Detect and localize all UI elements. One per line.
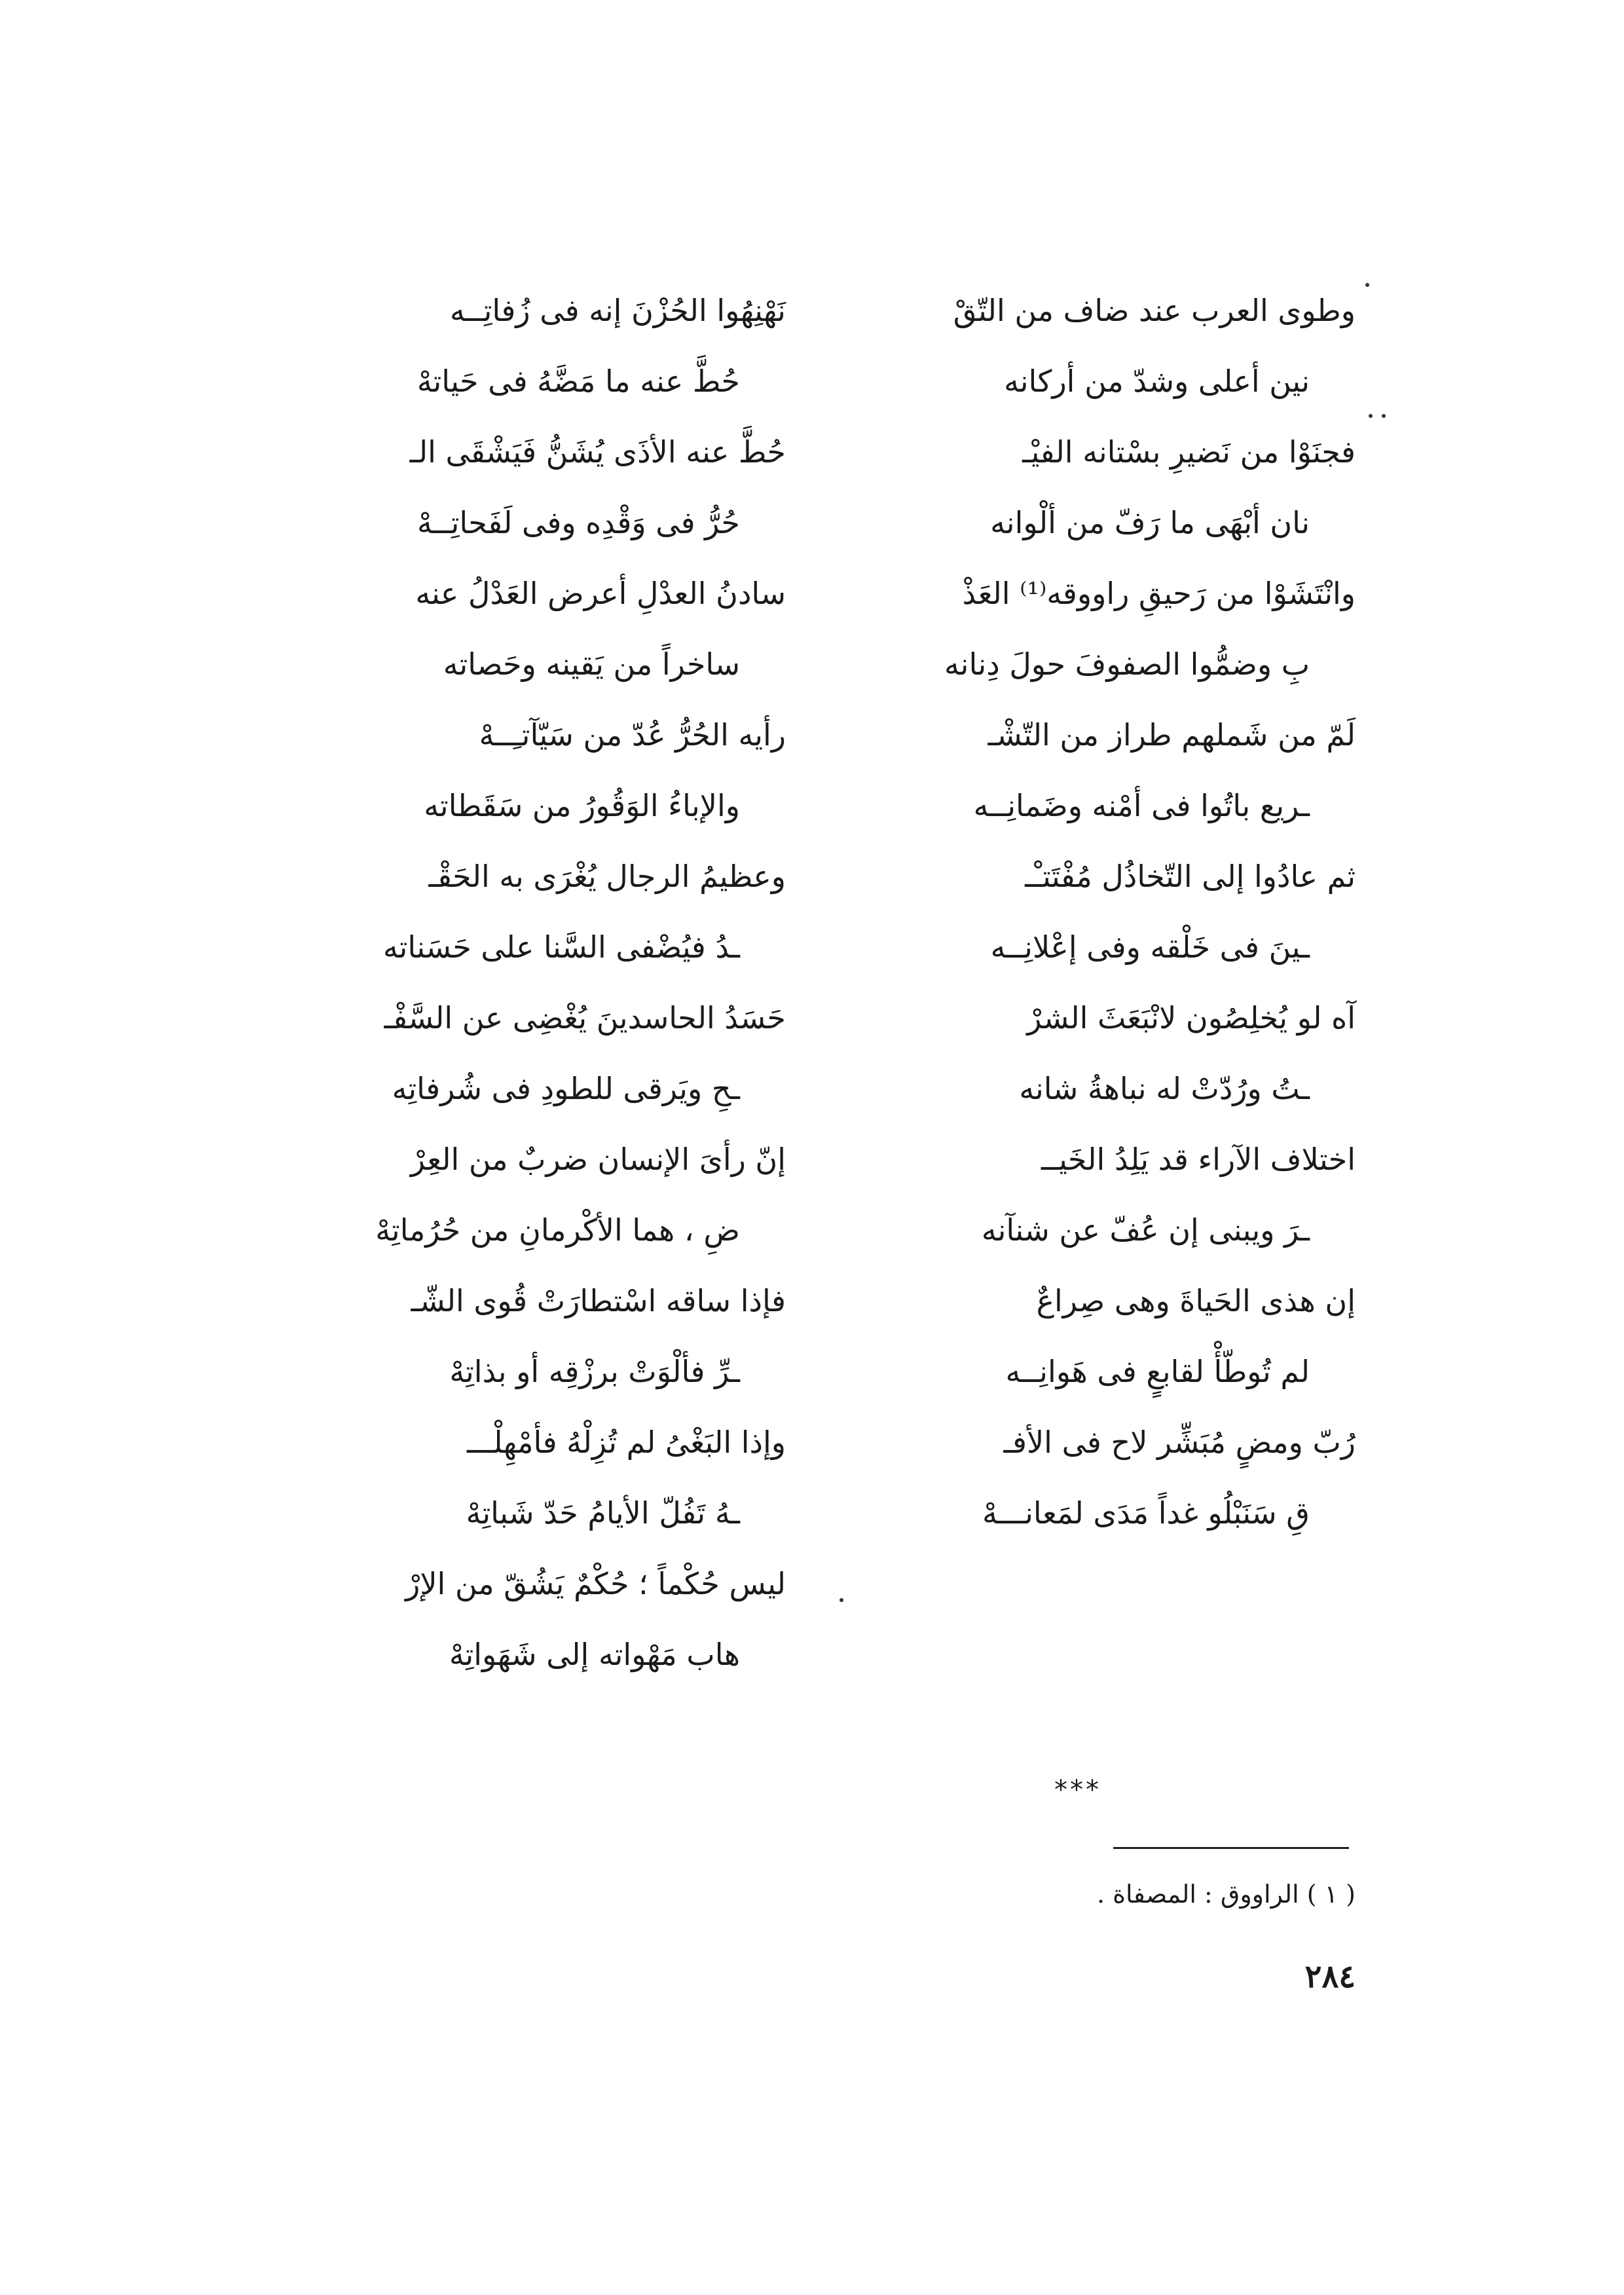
verse-line: ـرِّ فألْوَتْ برزْقِه أو بذاتِهْ bbox=[449, 1354, 740, 1389]
verse-line: وانْتَشَوْا من رَحيقِ راووقه⁽¹⁾ العَذْ bbox=[962, 576, 1356, 611]
verse-line: ضِ ، هما الأكْرمانِ من حُرُماتِهْ bbox=[375, 1212, 740, 1248]
print-speck bbox=[1382, 414, 1386, 418]
verse-line: ثم عادُوا إلى التّخاذُل مُفْتَتـْـ bbox=[1025, 859, 1356, 894]
footnote: ( ١ ) الراووق : المصفاة . bbox=[1096, 1880, 1356, 1909]
verse-line: حُطَّ عنه الأذَى يُشَنُّ فَيَشْقَى الـ bbox=[409, 434, 786, 470]
print-speck bbox=[840, 1598, 843, 1602]
verse-line: حَسَدُ الحاسدينَ يُغْضِى عن السَّفْـ bbox=[384, 1000, 786, 1036]
page-number: ٢٨٤ bbox=[1304, 1958, 1356, 1995]
verse-line: ـحِ ويَرقى للطودِ فى شُرفاتِه bbox=[392, 1071, 740, 1106]
print-speck bbox=[1365, 283, 1369, 287]
verse-line: بِ وضمُّوا الصفوفَ حولَ دِنانه bbox=[944, 646, 1310, 682]
verse-line: ـرَ ويبنى إن عُفّ عن شنآنه bbox=[981, 1212, 1310, 1248]
verse-line: فجنَوْا من نَضيرِ بسْتانه الفيْـ bbox=[1022, 434, 1356, 470]
verse-line: ـدُ فيُضْفى السَّنا على حَسَناته bbox=[382, 929, 740, 965]
verse-line: لم تُوطّأْ لقابعٍ فى هَوانِــه bbox=[1005, 1354, 1310, 1389]
print-speck bbox=[1369, 414, 1373, 418]
verse-line: ـتُ ورُدّتْ له نباهةُ شانه bbox=[1019, 1071, 1310, 1106]
verse-line: حُرُّ فى وَقْدِه وفى لَفَحاتِــهْ bbox=[416, 505, 740, 540]
verse-line: فإذا ساقه اسْتطارَتْ قُوى الشّـ bbox=[411, 1283, 786, 1318]
verse-line: ليس حُكْماً ؛ حُكْمٌ يَشُقّ من الإرْ bbox=[405, 1566, 786, 1601]
verse-line: ـينَ فى خَلْقه وفى إعْلانِــه bbox=[990, 929, 1310, 965]
verse-line: سادنُ العدْلِ أعرض العَدْلُ عنه bbox=[415, 576, 786, 611]
verse-line: إنّ رأىَ الإنسان ضربٌ من العِرْ bbox=[410, 1142, 786, 1177]
verse-line: ـريع باتُوا فى أمْنه وضَمانِــه bbox=[973, 788, 1310, 823]
verse-line: إن هذى الحَياةَ وهى صِراعٌ bbox=[1036, 1283, 1356, 1318]
verse-line: اختلاف الآراء قد يَلِدُ الخَيــ bbox=[1041, 1142, 1356, 1177]
verse-line: نان أبْهَى ما رَفّ من ألْوانه bbox=[990, 505, 1310, 540]
right-verse-column bbox=[805, 275, 1356, 1548]
verse-line: هاب مَهْواته إلى شَهَواتِهْ bbox=[449, 1637, 740, 1672]
verse-line: ساخراً من يَقينه وحَصاته bbox=[443, 646, 740, 682]
footnote-divider bbox=[1113, 1847, 1349, 1849]
verse-line: وطوى العرب عند ضاف من التّقْ bbox=[953, 293, 1356, 328]
verse-line: وإذا البَغْىُ لم تُزِلْهُ فأمْهِلْـــ bbox=[467, 1425, 786, 1460]
verse-line: ـهُ تَفُلّ الأيامُ حَدّ شَباتِهْ bbox=[466, 1495, 740, 1531]
verse-line: آه لو يُخلِصُون لانْبَعَثَ الشرْ bbox=[1027, 1000, 1356, 1036]
verse-line: رُبّ ومضٍ مُبَشِّر لاح فى الأفـ bbox=[1003, 1425, 1356, 1460]
verse-line: رأيه الحُرُّ عُدّ من سَيّآتـِــهْ bbox=[479, 717, 786, 753]
verse-line: نين أعلى وشدّ من أركانه bbox=[1004, 364, 1310, 399]
verse-line: والإباءُ الوَقُورُ من سَقَطاته bbox=[424, 788, 740, 823]
verse-line: وعظيمُ الرجال يُغْرَى به الحَقْـ bbox=[428, 859, 786, 894]
verse-line: لَمّ من شَملهم طراز من التّشْـ bbox=[987, 717, 1356, 753]
verse-line: قِ سَنَبْلُو غداً مَدَى لمَعانـــهْ bbox=[982, 1495, 1310, 1531]
verse-line: نَهْنِهُوا الحُزْنَ إنه فى زُفاتِــه bbox=[450, 293, 786, 328]
verse-line: حُطَّ عنه ما مَضَّهُ فى حَياتهْ bbox=[416, 364, 740, 399]
left-verse-column bbox=[196, 275, 786, 1690]
section-ornament: *** bbox=[1054, 1775, 1101, 1805]
